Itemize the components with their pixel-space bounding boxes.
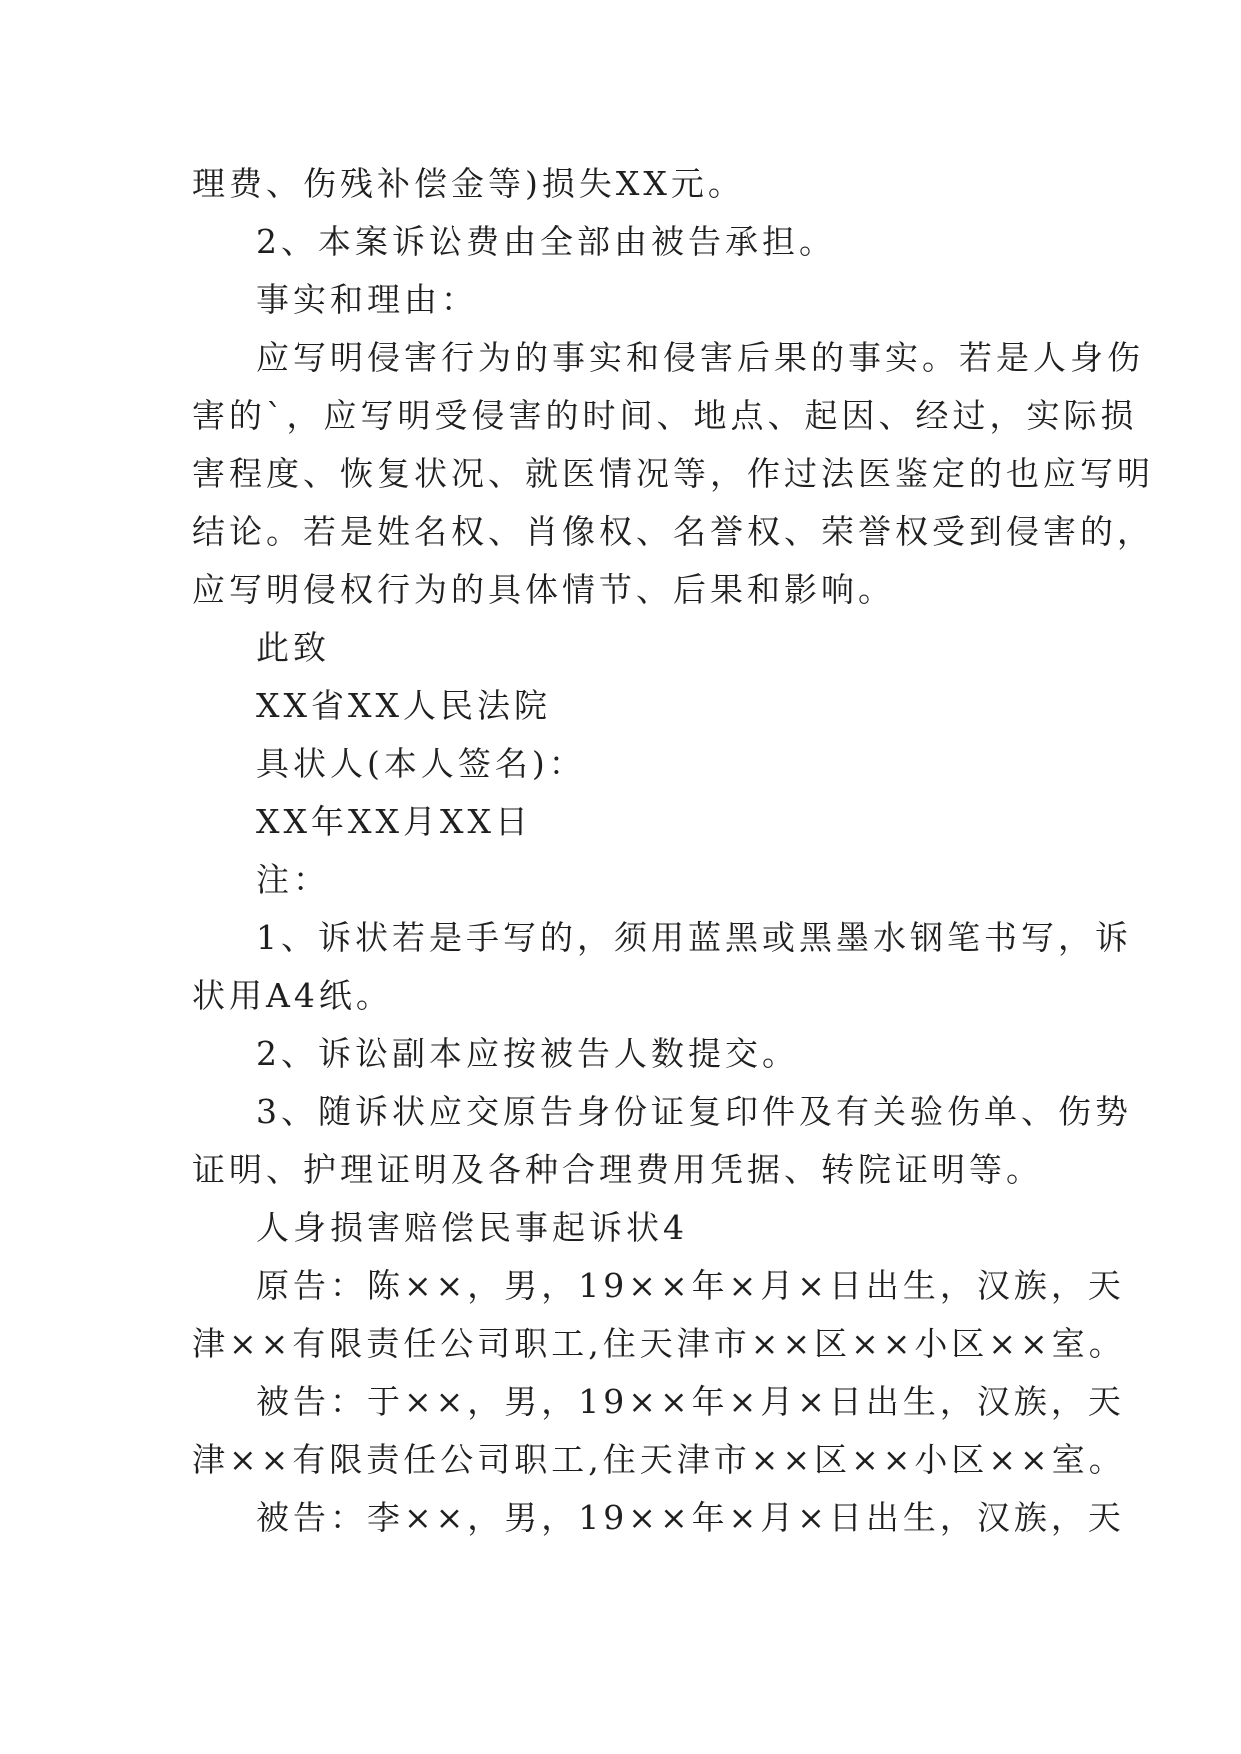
text-line: 状用A4纸。 bbox=[192, 976, 393, 1015]
text-line: 应写明侵害行为的事实和侵害后果的事实。若是人身伤 bbox=[256, 338, 1144, 377]
text-line: 原告：陈××，男，19××年×月×日出生，汉族，天 bbox=[256, 1266, 1125, 1305]
text-line: 证明、护理证明及各种合理费用凭据、转院证明等。 bbox=[192, 1150, 1043, 1189]
text-line: 害程度、恢复状况、就医情况等，作过法医鉴定的也应写明 bbox=[192, 454, 1154, 493]
text-line: 被告：李××，男，19××年×月×日出生，汉族，天 bbox=[256, 1498, 1125, 1537]
text-line: 人身损害赔偿民事起诉状4 bbox=[256, 1208, 688, 1247]
document-body bbox=[192, 155, 1154, 1547]
text-line: 理费、伤残补偿金等)损失XX元。 bbox=[192, 164, 745, 203]
text-line: XX年XX月XX日 bbox=[256, 802, 532, 841]
text-line: 2、诉讼副本应按被告人数提交。 bbox=[256, 1034, 799, 1073]
text-line: 3、随诉状应交原告身份证复印件及有关验伤单、伤势 bbox=[256, 1092, 1132, 1131]
text-line: 结论。若是姓名权、肖像权、名誉权、荣誉权受到侵害的， bbox=[192, 512, 1154, 551]
text-line: 1、诉状若是手写的，须用蓝黑或黑墨水钢笔书写，诉 bbox=[256, 918, 1132, 957]
text-line: 津××有限责任公司职工,住天津市××区××小区××室。 bbox=[192, 1440, 1126, 1479]
text-line: 津××有限责任公司职工,住天津市××区××小区××室。 bbox=[192, 1324, 1126, 1363]
text-line: 害的`，应写明受侵害的时间、地点、起因、经过，实际损 bbox=[192, 396, 1138, 435]
text-line: XX省XX人民法院 bbox=[256, 686, 551, 725]
text-line: 注： bbox=[256, 860, 330, 899]
text-line: 2、本案诉讼费由全部由被告承担。 bbox=[256, 222, 836, 261]
text-line: 被告：于××，男，19××年×月×日出生，汉族，天 bbox=[256, 1382, 1125, 1421]
text-line: 应写明侵权行为的具体情节、后果和影响。 bbox=[192, 570, 895, 609]
text-line: 具状人(本人签名)： bbox=[256, 744, 586, 783]
text-line: 事实和理由： bbox=[256, 280, 478, 319]
text-line: 此致 bbox=[256, 628, 330, 667]
